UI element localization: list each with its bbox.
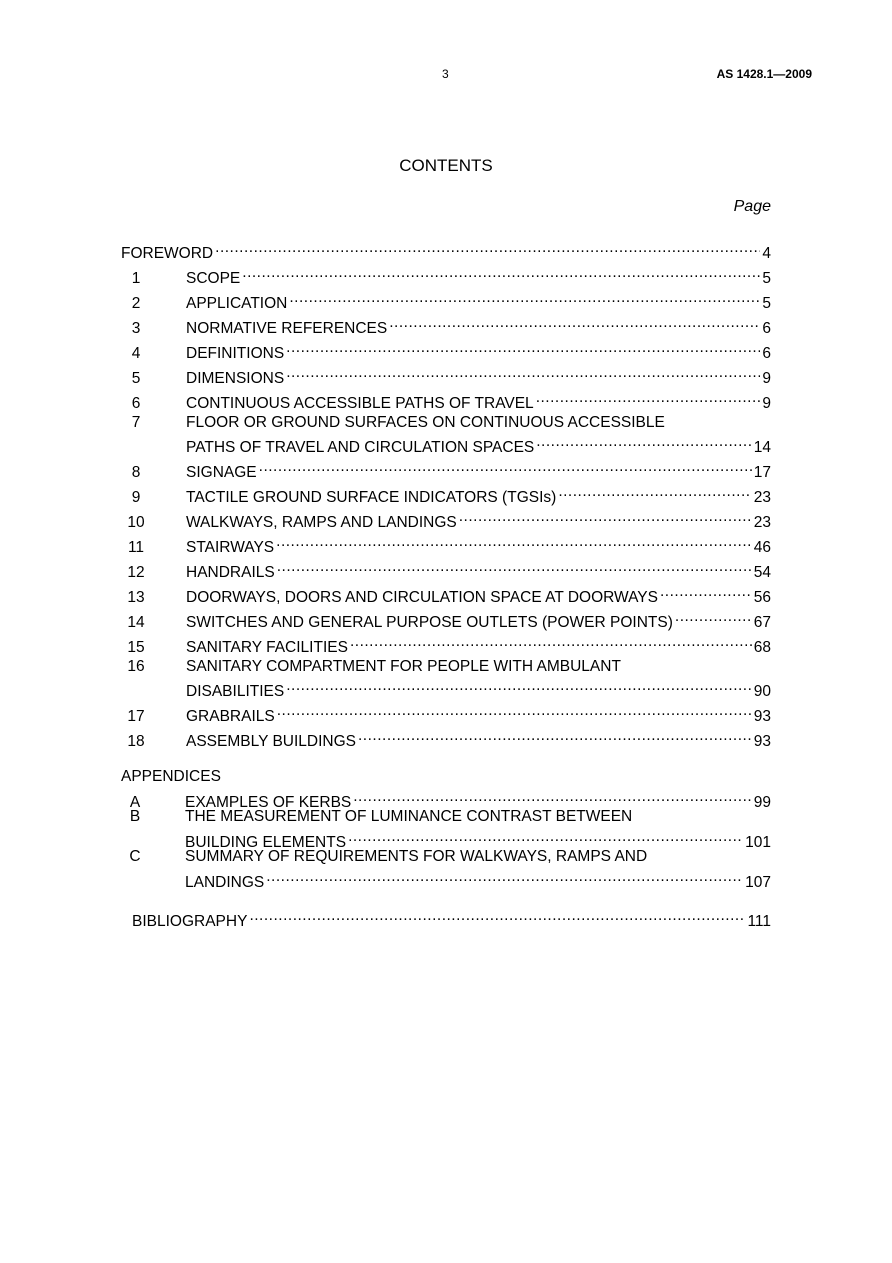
- toc-entry-section-15[interactable]: [121, 632, 771, 657]
- toc-entry-title: FLOOR OR GROUND SURFACES ON CONTINUOUS ACCESSIBLE: [186, 414, 665, 431]
- toc-entry-number: 10: [127, 514, 145, 531]
- page-column-label: Page: [733, 198, 771, 215]
- toc-entry-page: 4: [762, 245, 771, 262]
- dot-leader: [276, 532, 752, 552]
- toc-entry-title: SIGNAGE: [186, 464, 257, 481]
- toc-entry-number: 4: [131, 345, 141, 362]
- toc-entry-section-10[interactable]: [121, 507, 771, 532]
- toc-entry-title: SWITCHES AND GENERAL PURPOSE OUTLETS (POWER POINTS): [186, 614, 673, 631]
- dot-leader: [242, 263, 760, 283]
- toc-entry-title: NORMATIVE REFERENCES: [186, 320, 388, 337]
- toc-entry-section-12[interactable]: [121, 557, 771, 582]
- dot-leader: [558, 482, 751, 502]
- toc-entry-section-1[interactable]: [121, 263, 771, 288]
- toc-entry-number: 6: [131, 395, 141, 412]
- toc-entry-number: 14: [127, 614, 145, 631]
- toc-entry-title: BIBLIOGRAPHY: [132, 913, 248, 930]
- toc-entry-number: 7: [131, 414, 141, 431]
- toc-entry-section-7[interactable]: [121, 413, 771, 457]
- toc-entry-title: BUILDING ELEMENTS: [185, 834, 347, 847]
- toc-entry-foreword[interactable]: [121, 238, 771, 263]
- toc-entry-section-16[interactable]: [121, 657, 771, 701]
- dot-leader: [389, 313, 760, 333]
- toc-entry-page: 46: [753, 539, 771, 556]
- toc-entry-number: 15: [127, 639, 145, 656]
- toc-entry-number: 3: [131, 320, 141, 337]
- dot-leader: [289, 288, 760, 308]
- toc-entry-section-9[interactable]: [121, 482, 771, 507]
- dot-leader: [348, 827, 743, 847]
- dot-leader: [350, 632, 752, 652]
- toc-entry-section-17[interactable]: [121, 701, 771, 726]
- dot-leader: [536, 432, 752, 452]
- toc-entry-number: 11: [127, 539, 145, 556]
- toc-entry-page: 107: [745, 874, 771, 887]
- toc-entry-number: 17: [127, 708, 145, 725]
- dot-leader: [215, 238, 760, 258]
- toc-entry-title: CONTINUOUS ACCESSIBLE PATHS OF TRAVEL: [186, 395, 534, 412]
- toc-entry-title: SANITARY COMPARTMENT FOR PEOPLE WITH AMBULANT: [186, 658, 621, 675]
- toc-entry-page: 93: [753, 708, 771, 725]
- toc-entry-page: 6: [762, 345, 771, 362]
- toc-entry-number: 8: [131, 464, 141, 481]
- toc-entry-page: 99: [753, 794, 771, 807]
- toc-entry-number: B: [129, 808, 141, 825]
- toc-entry-title: GRABRAILS: [186, 708, 275, 725]
- toc-entry-title: HANDRAILS: [186, 564, 275, 581]
- toc-entry-title: PATHS OF TRAVEL AND CIRCULATION SPACES: [186, 439, 535, 456]
- toc-entry-section-13[interactable]: [121, 582, 771, 607]
- toc-entry-page: 101: [745, 834, 771, 847]
- toc-entry-appendix-a[interactable]: [121, 787, 771, 807]
- toc-entry-page: 9: [762, 370, 771, 387]
- toc-entry-number: A: [129, 794, 141, 807]
- toc-entry-section-11[interactable]: [121, 532, 771, 557]
- toc-entry-title: DEFINITIONS: [186, 345, 285, 362]
- toc-entry-title: ASSEMBLY BUILDINGS: [186, 733, 356, 750]
- toc-entry-appendix-b[interactable]: [121, 807, 771, 847]
- toc-entry-title: APPLICATION: [186, 295, 288, 312]
- appendices-heading: APPENDICES: [121, 768, 221, 785]
- dot-leader: [286, 676, 752, 696]
- toc-entry-bibliography[interactable]: [121, 906, 771, 931]
- toc-entry-number: 12: [127, 564, 145, 581]
- toc-entry-section-8[interactable]: [121, 457, 771, 482]
- toc-entry-page: 17: [753, 464, 771, 481]
- toc-entry-page: 23: [753, 489, 771, 506]
- dot-leader: [249, 906, 745, 926]
- toc-entry-page: 23: [753, 514, 771, 531]
- dot-leader: [353, 787, 752, 807]
- toc-entry-page: 90: [753, 683, 771, 700]
- toc-entry-number: 5: [131, 370, 141, 387]
- dot-leader: [660, 582, 752, 602]
- toc-entry-section-5[interactable]: [121, 363, 771, 388]
- toc-entry-section-2[interactable]: [121, 288, 771, 313]
- appendices-list: [121, 787, 771, 887]
- toc-entry-page: 68: [753, 639, 771, 656]
- toc-entry-title: SANITARY FACILITIES: [186, 639, 348, 656]
- toc-entry-title: SCOPE: [186, 270, 241, 287]
- toc-entry-page: 67: [753, 614, 771, 631]
- toc-entry-appendix-c[interactable]: [121, 847, 771, 887]
- toc-entry-title: LANDINGS: [185, 874, 265, 887]
- toc-entry-number: 18: [127, 733, 145, 750]
- toc-entry-page: 54: [753, 564, 771, 581]
- sections-list: [121, 263, 771, 751]
- toc-entry-title: DIMENSIONS: [186, 370, 285, 387]
- document-code: AS 1428.1—2009: [716, 67, 812, 81]
- dot-leader: [277, 557, 752, 577]
- toc-entry-number: 9: [131, 489, 141, 506]
- dot-leader: [266, 867, 743, 887]
- toc-entry-page: 9: [762, 395, 771, 412]
- toc-entry-title: FOREWORD: [121, 245, 214, 262]
- toc-entry-page: 6: [762, 320, 771, 337]
- contents-title: CONTENTS: [399, 156, 493, 175]
- toc-entry-page: 111: [747, 913, 771, 930]
- toc-entry-section-4[interactable]: [121, 338, 771, 363]
- toc-entry-page: 14: [753, 439, 771, 456]
- toc-entry-page: 5: [762, 270, 771, 287]
- toc-entry-page: 56: [753, 589, 771, 606]
- dot-leader: [286, 338, 760, 358]
- dot-leader: [277, 701, 752, 721]
- toc-entry-number: 13: [127, 589, 145, 606]
- toc-entry-title: THE MEASUREMENT OF LUMINANCE CONTRAST BETWEEN: [185, 808, 633, 825]
- dot-leader: [358, 726, 752, 746]
- toc-entry-page: 93: [753, 733, 771, 750]
- toc-entry-title: WALKWAYS, RAMPS AND LANDINGS: [186, 514, 457, 531]
- dot-leader: [536, 388, 761, 408]
- dot-leader: [459, 507, 752, 527]
- toc-entry-number: 16: [127, 658, 145, 675]
- toc-entry-title: DISABILITIES: [186, 683, 285, 700]
- page-number: 3: [442, 67, 449, 81]
- toc-entry-number: 2: [131, 295, 141, 312]
- toc-entry-title: SUMMARY OF REQUIREMENTS FOR WALKWAYS, RAMPS AND: [185, 848, 648, 865]
- dot-leader: [286, 363, 760, 383]
- table-of-contents: [121, 238, 771, 931]
- toc-entry-section-18[interactable]: [121, 726, 771, 751]
- dot-leader: [675, 607, 752, 627]
- toc-entry-number: 1: [131, 270, 141, 287]
- toc-entry-number: C: [129, 848, 141, 865]
- toc-entry-title: STAIRWAYS: [186, 539, 275, 556]
- toc-entry-title: EXAMPLES OF KERBS: [185, 794, 352, 807]
- toc-entry-section-3[interactable]: [121, 313, 771, 338]
- dot-leader: [259, 457, 752, 477]
- toc-entry-section-6[interactable]: [121, 388, 771, 413]
- toc-entry-section-14[interactable]: [121, 607, 771, 632]
- toc-entry-page: 5: [762, 295, 771, 312]
- toc-entry-title: TACTILE GROUND SURFACE INDICATORS (TGSIs): [186, 489, 557, 506]
- toc-entry-title: DOORWAYS, DOORS AND CIRCULATION SPACE AT DOORWAYS: [186, 589, 658, 606]
